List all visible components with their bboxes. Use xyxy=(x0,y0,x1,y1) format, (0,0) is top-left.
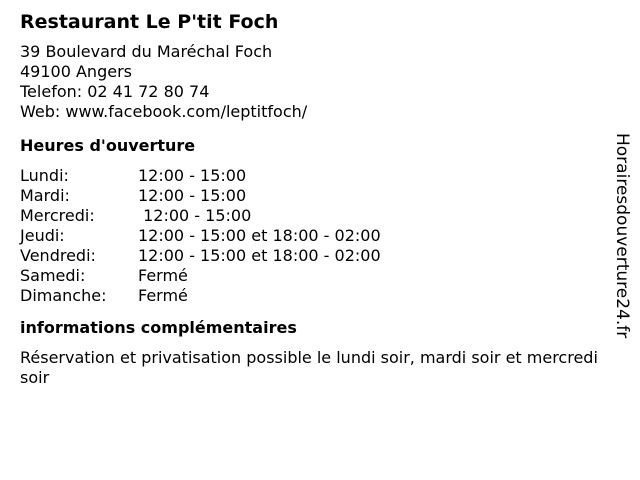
additional-info-heading: informations complémentaires xyxy=(20,318,297,337)
restaurant-card xyxy=(20,10,610,388)
hours-time: 12:00 - 15:00 et 18:00 - 02:00 xyxy=(138,246,381,265)
restaurant-name: Restaurant Le P'tit Foch xyxy=(20,11,279,33)
opening-hours-heading: Heures d'ouverture xyxy=(20,136,196,155)
hours-row xyxy=(20,166,610,186)
hours-row xyxy=(20,226,610,246)
hours-day: Jeudi: xyxy=(20,226,65,245)
hours-day: Vendredi: xyxy=(20,246,96,265)
hours-time: 12:00 - 15:00 xyxy=(138,206,252,225)
hours-day: Lundi: xyxy=(20,166,69,185)
hours-time: 12:00 - 15:00 et 18:00 - 02:00 xyxy=(138,226,381,245)
hours-time: 12:00 - 15:00 xyxy=(138,186,247,205)
hours-row xyxy=(20,286,610,306)
city-postcode: 49100 Angers xyxy=(20,62,132,81)
hours-day: Mercredi: xyxy=(20,206,95,225)
hours-row xyxy=(20,246,610,266)
hours-row xyxy=(20,186,610,206)
hours-day: Mardi: xyxy=(20,186,70,205)
phone-number: Telefon: 02 41 72 80 74 xyxy=(20,82,210,101)
hours-day: Dimanche: xyxy=(20,286,107,305)
additional-info-text: Réservation et privatisation possible le lundi soir, mardi soir et mercredi soir xyxy=(20,348,598,387)
street-address: 39 Boulevard du Maréchal Foch xyxy=(20,42,273,61)
address-block xyxy=(20,42,610,122)
site-watermark: Horairesdouverture24.fr xyxy=(612,133,632,339)
hours-time: Fermé xyxy=(138,266,188,285)
website: Web: www.facebook.com/leptitfoch/ xyxy=(20,102,308,121)
hours-row xyxy=(20,266,610,286)
hours-time: 12:00 - 15:00 xyxy=(138,166,247,185)
hours-row xyxy=(20,206,610,226)
hours-day: Samedi: xyxy=(20,266,86,285)
hours-time: Fermé xyxy=(138,286,188,305)
opening-hours-table xyxy=(20,166,610,306)
